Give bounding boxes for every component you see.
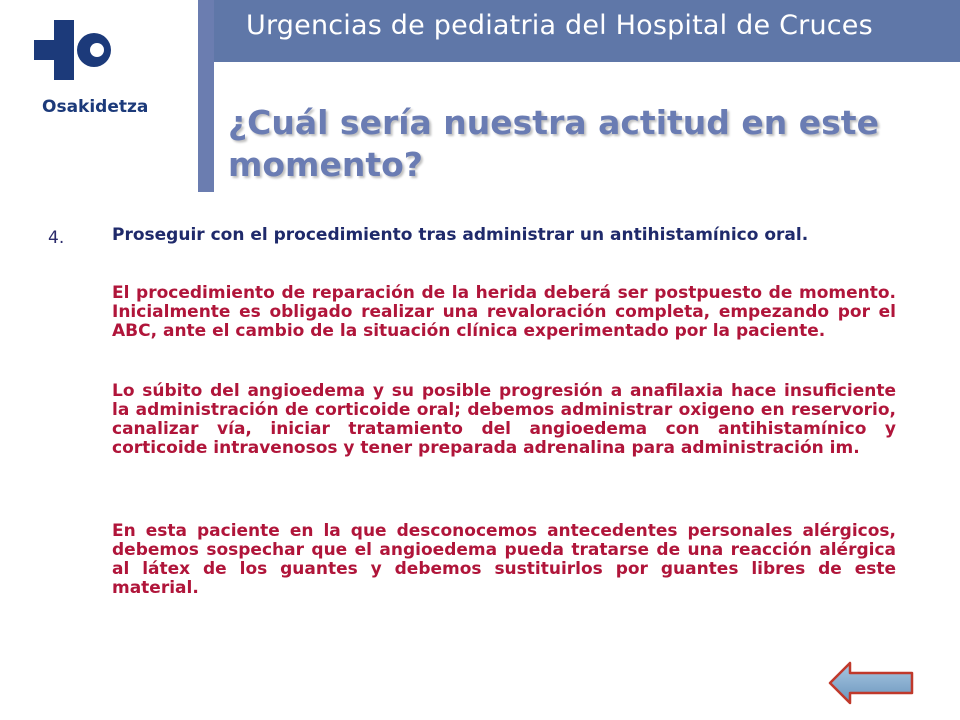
explanation-paragraph: En esta paciente en la que desconocemos antecedentes personales alérgicos, debemos sospechar que el angioedema pueda tratarse de una reacción alérgica al látex de los guantes y debemos sustituirlos por guantes libres de este material. xyxy=(112,521,896,598)
header-title: Urgencias de pediatria del Hospital de Cruces xyxy=(246,10,873,41)
vertical-accent-bar xyxy=(198,0,214,192)
logo-cross-icon xyxy=(34,20,111,80)
option-text: Proseguir con el procedimiento tras administrar un antihistamínico oral. xyxy=(112,225,809,245)
logo-wordmark: Osakidetza xyxy=(42,97,149,117)
option-number: 4. xyxy=(48,228,65,248)
explanation-paragraph: Lo súbito del angioedema y su posible progresión a anafilaxia hace insuficiente la administración de corticoide oral; debemos administrar oxigeno en reservorio, canalizar vía, iniciar tratamiento del angioedema con antihistamínico y corticoide intravenosos y tener preparada adrenalina para administración im. xyxy=(112,381,896,458)
slide-title: ¿Cuál sería nuestra actitud en este momento? xyxy=(228,103,879,184)
back-button[interactable] xyxy=(828,660,916,706)
explanation-paragraph: El procedimiento de reparación de la herida deberá ser postpuesto de momento. Inicialmente es obligado realizar una revaloración completa, empezando por el ABC, ante el cambio de la situación clínica experimentado por la paciente. xyxy=(112,283,896,341)
left-arrow-icon[interactable] xyxy=(830,663,912,703)
